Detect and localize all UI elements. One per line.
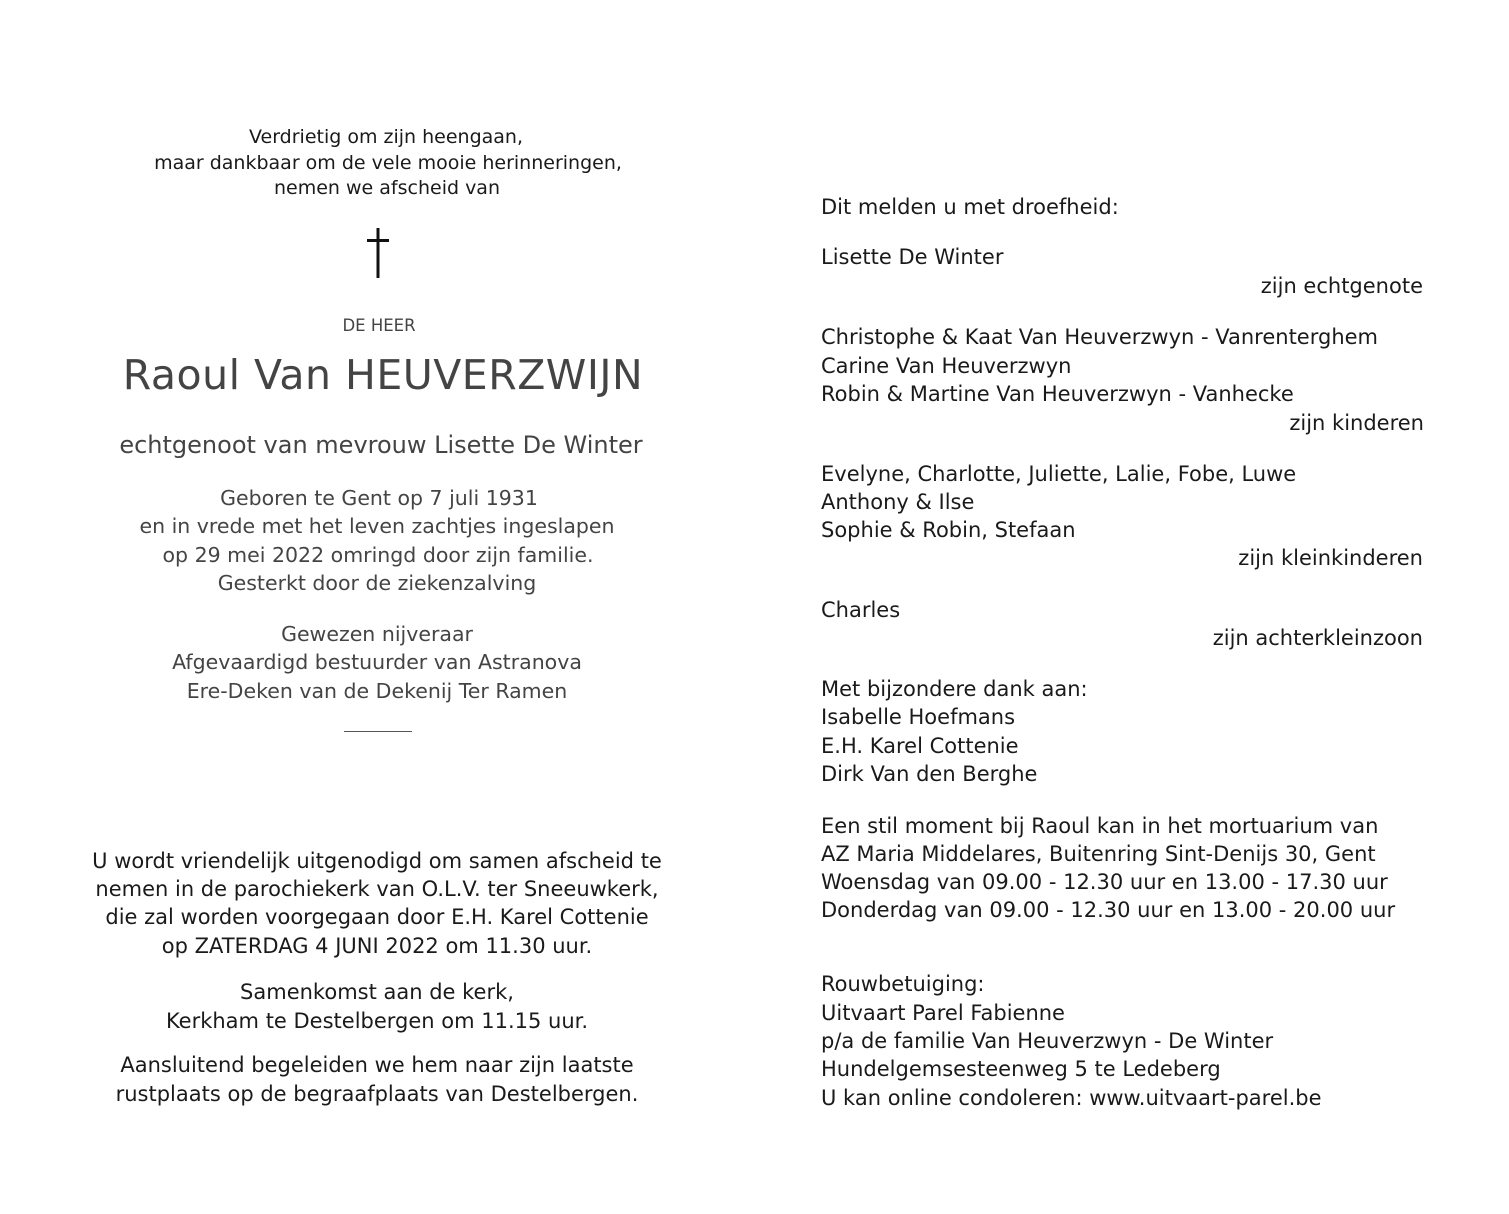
family-name-line: Sophie & Robin, Stefaan: [821, 518, 1076, 542]
thanks-line: Isabelle Hoefmans: [821, 705, 1016, 729]
deceased-name: Raoul Van HEUVERZWIJN: [122, 351, 644, 399]
family-name-line: Christophe & Kaat Van Heuverzwyn - Vanrenterghem: [821, 325, 1379, 349]
separator-line: [344, 731, 412, 732]
spouse-line: echtgenoot van mevrouw Lisette De Winter: [119, 431, 643, 459]
family-name-line: Lisette De Winter: [821, 245, 1004, 269]
invitation-line: die zal worden voorgegaan door E.H. Karel Cottenie: [105, 905, 649, 929]
role-line: Ere-Deken van de Dekenij Ter Ramen: [186, 679, 568, 703]
birth-death-line: Gesterkt door de ziekenzalving: [217, 571, 537, 595]
relation-label: zijn achterkleinzoon: [1212, 626, 1423, 650]
thanks-line: Met bijzondere dank aan:: [821, 677, 1088, 701]
birth-death-line: op 29 mei 2022 omringd door zijn familie.: [162, 543, 594, 567]
family-name-line: Robin & Martine Van Heuverzwyn - Vanhecke: [821, 382, 1294, 406]
relation-label: zijn echtgenote: [1260, 274, 1423, 298]
role-line: Afgevaardigd bestuurder van Astranova: [172, 650, 582, 674]
intro-line: maar dankbaar om de vele mooie herinneringen,: [154, 152, 622, 174]
gathering-line: Kerkham te Destelbergen om 11.15 uur.: [165, 1009, 589, 1033]
family-name-line: Carine Van Heuverzwyn: [821, 354, 1072, 378]
birth-death-line: en in vrede met het leven zachtjes ingeslapen: [139, 514, 615, 538]
visitation-line: Een stil moment bij Raoul kan in het mortuarium van: [821, 814, 1379, 838]
birth-death-line: Geboren te Gent op 7 juli 1931: [220, 486, 538, 510]
invitation-line: U wordt vriendelijk uitgenodigd om samen afscheid te: [92, 849, 662, 873]
role-line: Gewezen nijveraar: [281, 622, 473, 646]
condolences-line: Hundelgemsesteenweg 5 te Ledeberg: [821, 1057, 1221, 1081]
thanks-line: E.H. Karel Cottenie: [821, 734, 1019, 758]
invitation-line: op ZATERDAG 4 JUNI 2022 om 11.30 uur.: [161, 934, 593, 958]
announce-line: Dit melden u met droefheid:: [821, 195, 1119, 219]
family-name-line: Anthony & Ilse: [821, 490, 975, 514]
relation-label: zijn kleinkinderen: [1238, 546, 1423, 570]
gathering-line: Samenkomst aan de kerk,: [240, 980, 514, 1004]
intro-line: nemen we afscheid van: [274, 177, 500, 199]
family-name-line: Charles: [821, 598, 901, 622]
condolences-line: Uitvaart Parel Fabienne: [821, 1001, 1065, 1025]
visitation-line: Woensdag van 09.00 - 12.30 uur en 13.00 - 17.30 uur: [821, 870, 1388, 894]
latin-cross-icon: [367, 228, 389, 278]
invitation-line: nemen in de parochiekerk van O.L.V. ter Sneeuwkerk,: [95, 877, 659, 901]
thanks-line: Dirk Van den Berghe: [821, 762, 1038, 786]
family-name-line: Evelyne, Charlotte, Juliette, Lalie, Fobe, Luwe: [821, 462, 1297, 486]
visitation-line: AZ Maria Middelares, Buitenring Sint-Denijs 30, Gent: [821, 842, 1376, 866]
condolences-line: p/a de familie Van Heuverzwyn - De Winter: [821, 1029, 1274, 1053]
condolences-line: Rouwbetuiging:: [821, 972, 985, 996]
visitation-line: Donderdag van 09.00 - 12.30 uur en 13.00 - 20.00 uur: [821, 898, 1396, 922]
burial-line: rustplaats op de begraafplaats van Destelbergen.: [115, 1082, 639, 1106]
relation-label: zijn kinderen: [1289, 411, 1424, 435]
burial-line: Aansluitend begeleiden we hem naar zijn laatste: [120, 1053, 634, 1077]
honorific-title: DE HEER: [342, 316, 416, 335]
condolences-line: U kan online condoleren: www.uitvaart-parel.be: [821, 1086, 1322, 1110]
intro-line: Verdrietig om zijn heengaan,: [248, 126, 524, 148]
